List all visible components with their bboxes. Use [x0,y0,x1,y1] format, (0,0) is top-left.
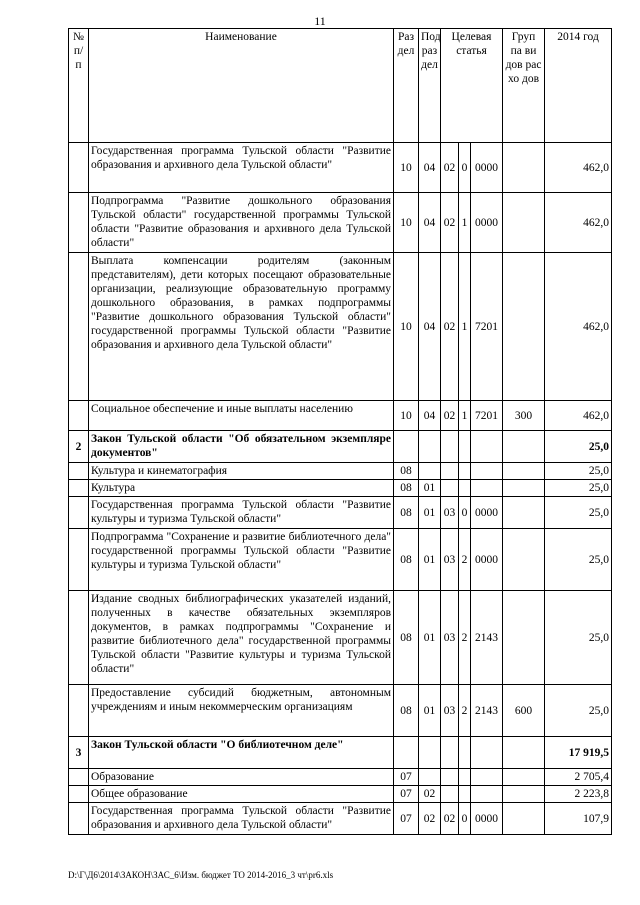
table-row [69,480,612,497]
row-target-subprogram: 1 [459,401,471,431]
row-amount: 107,9 [545,803,612,835]
row-number: 2 [69,431,89,463]
row-amount: 25,0 [545,497,612,529]
row-target-code: 0000 [471,529,503,591]
row-target-code [471,786,503,803]
row-amount: 462,0 [545,143,612,193]
header-expense-group: Груп па ви дов рас хо дов [503,29,545,143]
row-section: 08 [394,497,419,529]
row-target-code: 7201 [471,401,503,431]
page-number: 11 [314,14,326,28]
row-target-program [441,786,459,803]
row-amount: 2 705,4 [545,769,612,786]
row-target-subprogram [459,480,471,497]
row-target-subprogram [459,786,471,803]
row-subsection: 01 [419,497,441,529]
row-name: Выплата компенсации родителям (законным представителям), дети которых посещают образовательные организации, реализующие образовательную программу дошкольного образования, в рамках подпрограммы "Развитие дошкольного образования Тульской области" государственной программы Тульской области "Развитие образования и архивного дела Тульской области" [89,253,394,401]
row-target-program [441,463,459,480]
table-row [69,253,612,401]
row-target-subprogram: 2 [459,591,471,685]
row-target-subprogram: 0 [459,143,471,193]
row-amount: 25,0 [545,463,612,480]
row-section: 08 [394,591,419,685]
row-target-subprogram: 1 [459,193,471,253]
budget-table [68,28,612,835]
row-amount: 2 223,8 [545,786,612,803]
table-row [69,769,612,786]
row-section: 08 [394,480,419,497]
row-subsection [419,737,441,769]
row-subsection: 02 [419,786,441,803]
row-name: Социальное обеспечение и иные выплаты населению [89,401,394,431]
row-target-subprogram [459,737,471,769]
row-section [394,431,419,463]
row-section: 07 [394,803,419,835]
row-amount: 462,0 [545,253,612,401]
row-section: 07 [394,769,419,786]
table-row [69,497,612,529]
row-target-code [471,737,503,769]
row-target-program: 02 [441,401,459,431]
row-amount: 25,0 [545,431,612,463]
header-year: 2014 год [545,29,612,143]
row-expense-group [503,591,545,685]
row-section: 08 [394,529,419,591]
row-number [69,193,89,253]
row-subsection: 04 [419,253,441,401]
row-section: 10 [394,143,419,193]
row-name: Общее образование [89,786,394,803]
header-number: № п/ п [69,29,89,143]
row-target-code [471,431,503,463]
table-row [69,463,612,480]
row-target-program: 02 [441,193,459,253]
row-target-code: 2143 [471,591,503,685]
row-subsection [419,431,441,463]
row-target-program: 03 [441,497,459,529]
row-amount: 462,0 [545,401,612,431]
row-subsection: 04 [419,401,441,431]
row-target-program: 02 [441,143,459,193]
row-expense-group [503,480,545,497]
row-name: Культура и кинематография [89,463,394,480]
row-name: Издание сводных библиографических указателей изданий, полученных в качестве обязательных экземпляров документов, в рамках подпрограммы "Сохранение и развитие библиотечного дела" государственной программы Тульской области "Развитие культуры и туризма Тульской области" [89,591,394,685]
row-name: Подпрограмма "Развитие дошкольного образования Тульской области" государственной программы Тульской области "Развитие образования и архивного дела Тульской области" [89,193,394,253]
row-name: Образование [89,769,394,786]
row-name: Культура [89,480,394,497]
row-target-subprogram [459,431,471,463]
table-row [69,143,612,193]
table-row [69,786,612,803]
row-number [69,480,89,497]
table-row [69,591,612,685]
row-section: 10 [394,253,419,401]
row-number [69,497,89,529]
row-target-program: 02 [441,803,459,835]
header-subsection: Под раз дел [419,29,441,143]
row-number [69,463,89,480]
row-section: 08 [394,463,419,480]
row-amount: 25,0 [545,685,612,737]
row-target-code: 0000 [471,497,503,529]
row-subsection: 01 [419,529,441,591]
row-target-code: 0000 [471,193,503,253]
row-target-program: 03 [441,591,459,685]
row-section [394,737,419,769]
row-number [69,685,89,737]
row-subsection: 01 [419,591,441,685]
row-target-program: 03 [441,685,459,737]
row-section: 08 [394,685,419,737]
row-expense-group [503,803,545,835]
table-row [69,803,612,835]
row-expense-group: 300 [503,401,545,431]
row-target-code: 0000 [471,143,503,193]
row-number [69,591,89,685]
table-row [69,737,612,769]
row-amount: 25,0 [545,529,612,591]
row-expense-group [503,737,545,769]
row-number [69,803,89,835]
row-expense-group [503,431,545,463]
row-number [69,401,89,431]
table-row [69,193,612,253]
row-name: Государственная программа Тульской области "Развитие образования и архивного дела Тульской области" [89,143,394,193]
row-subsection: 01 [419,480,441,497]
row-number [69,769,89,786]
header-target-article: Целевая статья [441,29,503,143]
row-subsection: 01 [419,685,441,737]
header-name: Наименование [89,29,394,143]
row-name: Закон Тульской области "Об обязательном экземпляре документов" [89,431,394,463]
row-subsection: 04 [419,143,441,193]
row-target-subprogram [459,463,471,480]
row-name: Предоставление субсидий бюджетным, автономным учреждениям и иным некоммерческим организациям [89,685,394,737]
row-name: Подпрограмма "Сохранение и развитие библиотечного дела" государственной программы Тульской области "Развитие культуры и туризма Тульской области" [89,529,394,591]
row-target-program: 02 [441,253,459,401]
row-expense-group [503,529,545,591]
row-expense-group [503,143,545,193]
row-section: 10 [394,401,419,431]
row-name: Закон Тульской области "О библиотечном деле" [89,737,394,769]
row-target-subprogram: 2 [459,529,471,591]
row-target-code: 7201 [471,253,503,401]
row-target-code: 2143 [471,685,503,737]
row-expense-group [503,193,545,253]
row-expense-group [503,769,545,786]
header-section: Раз дел [394,29,419,143]
row-subsection: 04 [419,193,441,253]
row-target-program [441,431,459,463]
row-expense-group: 600 [503,685,545,737]
row-number: 3 [69,737,89,769]
row-amount: 25,0 [545,480,612,497]
row-number [69,786,89,803]
row-expense-group [503,786,545,803]
row-subsection [419,769,441,786]
row-target-subprogram: 1 [459,253,471,401]
row-target-code [471,463,503,480]
row-target-code [471,480,503,497]
row-name: Государственная программа Тульской области "Развитие культуры и туризма Тульской области" [89,497,394,529]
row-target-subprogram: 0 [459,497,471,529]
row-target-program [441,737,459,769]
table-row [69,431,612,463]
row-target-subprogram: 2 [459,685,471,737]
row-subsection: 02 [419,803,441,835]
row-target-subprogram: 0 [459,803,471,835]
row-amount: 462,0 [545,193,612,253]
table-row [69,401,612,431]
row-target-subprogram [459,769,471,786]
row-amount: 17 919,5 [545,737,612,769]
row-amount: 25,0 [545,591,612,685]
row-expense-group [503,463,545,480]
row-subsection [419,463,441,480]
row-number [69,253,89,401]
row-target-code: 0000 [471,803,503,835]
row-target-program [441,480,459,497]
row-section: 07 [394,786,419,803]
row-number [69,529,89,591]
row-section: 10 [394,193,419,253]
table-row [69,529,612,591]
row-target-code [471,769,503,786]
row-expense-group [503,497,545,529]
row-name: Государственная программа Тульской области "Развитие образования и архивного дела Тульской области" [89,803,394,835]
row-number [69,143,89,193]
file-path-footer: D:\Г\Д6\2014\ЗАКОН\ЗАС_6\Изм. бюджет ТО 2014-2016_3 чт\pr6.xls [68,870,334,880]
row-target-program: 03 [441,529,459,591]
row-expense-group [503,253,545,401]
table-row [69,685,612,737]
row-target-program [441,769,459,786]
